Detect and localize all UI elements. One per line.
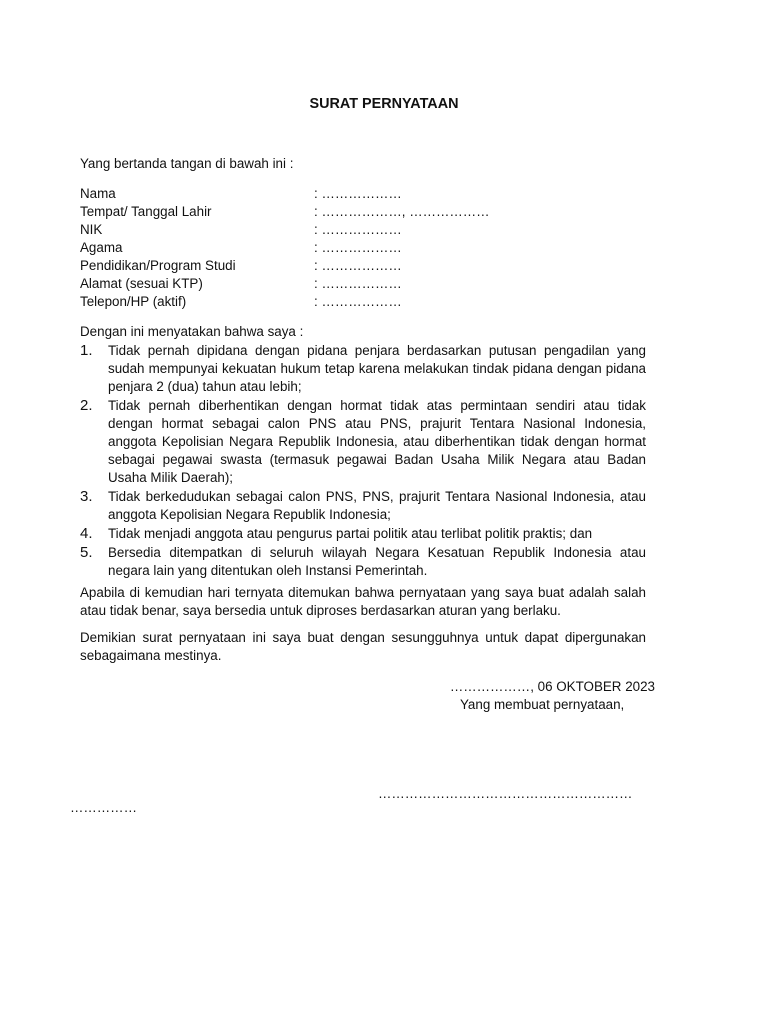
document-title: SURAT PERNYATAAN [309,96,459,112]
identity-fields [80,185,640,311]
field-row-nik [80,221,640,239]
declaration-list [80,342,646,581]
field-label: Agama [80,240,123,255]
field-label: Alamat (sesuai KTP) [80,276,203,291]
list-number: 1. [80,342,93,359]
field-row-telepon [80,293,640,311]
place-date-line: ………………, 06 OKTOBER 2023 [449,679,655,694]
field-label: Tempat/ Tanggal Lahir [80,204,212,219]
field-value: : ……………… [314,186,402,201]
consequence-paragraph: Apabila di kemudian hari ternyata ditemukan bahwa pernyataan yang saya buat adalah salah atau tidak benar, saya bersedia untuk diproses berdasarkan aturan yang berlaku. [80,585,646,618]
declaration-intro: Dengan ini menyatakan bahwa saya : [80,324,304,339]
field-row-agama [80,239,640,257]
list-item [80,525,646,543]
field-label: Pendidikan/Program Studi [80,258,236,273]
field-value: : ………………, ……………… [314,204,490,219]
list-text: Bersedia ditempatkan di seluruh wilayah Negara Kesatuan Republik Indonesia atau negara lain yang ditentukan oleh Instansi Pemerintah. [108,545,646,578]
field-label: Nama [80,186,116,201]
list-item [80,397,646,487]
field-label: NIK [80,222,103,237]
field-value: : ……………… [314,276,402,291]
intro-text: Yang bertanda tangan di bawah ini : [80,156,294,171]
signature-line-continuation: …………… [70,800,137,815]
list-number: 4. [80,525,93,542]
field-row-alamat [80,275,640,293]
signer-caption: Yang membuat pernyataan, [460,697,625,712]
field-value: : ……………… [314,222,402,237]
list-item [80,544,646,580]
field-value: : ……………… [314,294,402,309]
list-item [80,342,646,396]
field-label: Telepon/HP (aktif) [80,294,187,309]
list-number: 3. [80,488,93,505]
list-number: 2. [80,397,93,414]
field-row-nama [80,185,640,203]
list-text: Tidak pernah dipidana dengan pidana penjara berdasarkan putusan pengadilan yang sudah mempunyai kekuatan hukum tetap karena melakukan tindak pidana dengan pidana penjara 2 (dua) tahun atau lebih; [108,343,646,394]
field-row-tempat-tanggal-lahir [80,203,640,221]
field-value: : ……………… [314,258,402,273]
closing-paragraph: Demikian surat pernyataan ini saya buat dengan sesungguhnya untuk dapat dipergunakan sebagaimana mestinya. [80,630,646,663]
list-item [80,488,646,524]
field-row-pendidikan [80,257,640,275]
list-text: Tidak menjadi anggota atau pengurus partai politik atau terlibat politik praktis; dan [108,526,593,541]
field-value: : ……………… [314,240,402,255]
signature-line: ………………………………………………… [378,786,633,801]
list-text: Tidak pernah diberhentikan dengan hormat tidak atas permintaan sendiri atau tidak dengan hormat sebagai calon PNS atau PNS, prajurit Tentara Nasional Indonesia, anggota Kepolisian Negara Republik Indonesia, atau diberhentikan tidak dengan hormat sebagai pegawai swasta (termasuk pegawai Badan Usaha Milik Negara atau Badan Usaha Milik Daerah); [108,398,646,485]
list-number: 5. [80,544,93,561]
list-text: Tidak berkedudukan sebagai calon PNS, PNS, prajurit Tentara Nasional Indonesia, atau anggota Kepolisian Negara Republik Indonesia; [108,489,646,522]
